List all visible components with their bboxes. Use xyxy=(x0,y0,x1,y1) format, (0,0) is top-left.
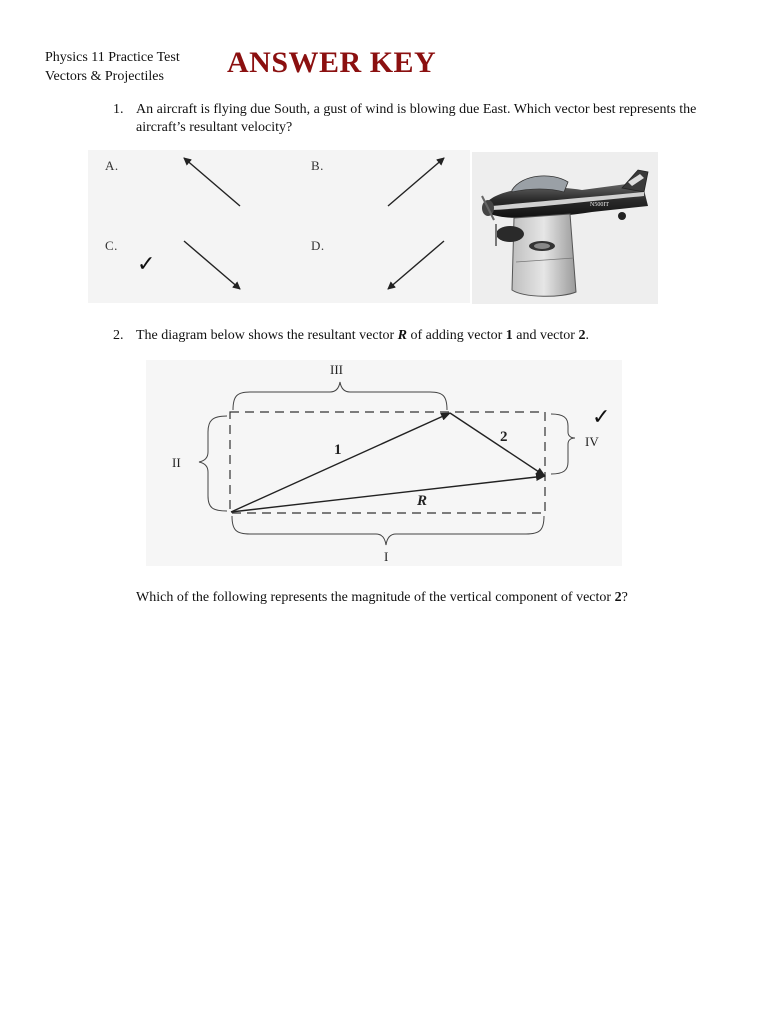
component-box xyxy=(230,412,545,513)
q2-followup-bold: 2 xyxy=(614,590,622,605)
label-II: II xyxy=(172,455,181,470)
q2-correct-checkmark: ✓ xyxy=(592,405,611,430)
q2-vector-r: R xyxy=(397,328,407,343)
q2-vector-1: 1 xyxy=(505,328,513,343)
q1-text: An aircraft is flying due South, a gust of wind is blowing due East. Which vector best represents the aircraft’s resultant velocity? xyxy=(136,102,697,135)
q1-number: 1. xyxy=(113,102,124,117)
vector-r-arrow xyxy=(231,476,545,512)
label-III: III xyxy=(330,362,343,377)
plane-registration: N500IT xyxy=(590,202,609,208)
q2-number: 2. xyxy=(113,328,124,343)
course-line-1: Physics 11 Practice Test xyxy=(45,50,180,65)
option-c-label: C. xyxy=(105,238,118,253)
q2-text-end: . xyxy=(585,328,589,343)
brace-right xyxy=(551,414,575,474)
option-b-label: B. xyxy=(311,158,324,173)
q2-followup-end: ? xyxy=(621,590,628,605)
option-a-label: A. xyxy=(105,158,119,173)
q2-followup-pre: Which of the following represents the magnitude of the vertical component of vector xyxy=(136,590,615,605)
q1-correct-checkmark: ✓ xyxy=(137,252,156,277)
label-vector-2: 2 xyxy=(500,429,508,445)
q2-followup-text xyxy=(136,589,628,607)
label-vector-1: 1 xyxy=(334,442,342,458)
label-IV: IV xyxy=(585,434,599,449)
course-line-2: Vectors & Projectiles xyxy=(45,69,164,84)
q2-text-pre: The diagram below shows the resultant vector xyxy=(136,328,398,343)
label-vector-r: R xyxy=(417,493,428,509)
label-I: I xyxy=(384,549,389,564)
option-d-label: D. xyxy=(311,238,325,253)
brace-top xyxy=(233,382,447,410)
answer-key-heading: ANSWER KEY xyxy=(227,46,437,79)
vector-2-arrow xyxy=(450,413,545,476)
brace-left xyxy=(199,416,227,511)
q2-text-and: and vector xyxy=(512,328,579,343)
q2-text-mid: of adding vector xyxy=(407,328,506,343)
brace-bottom xyxy=(232,516,544,545)
q2-vector-2: 2 xyxy=(578,328,586,343)
